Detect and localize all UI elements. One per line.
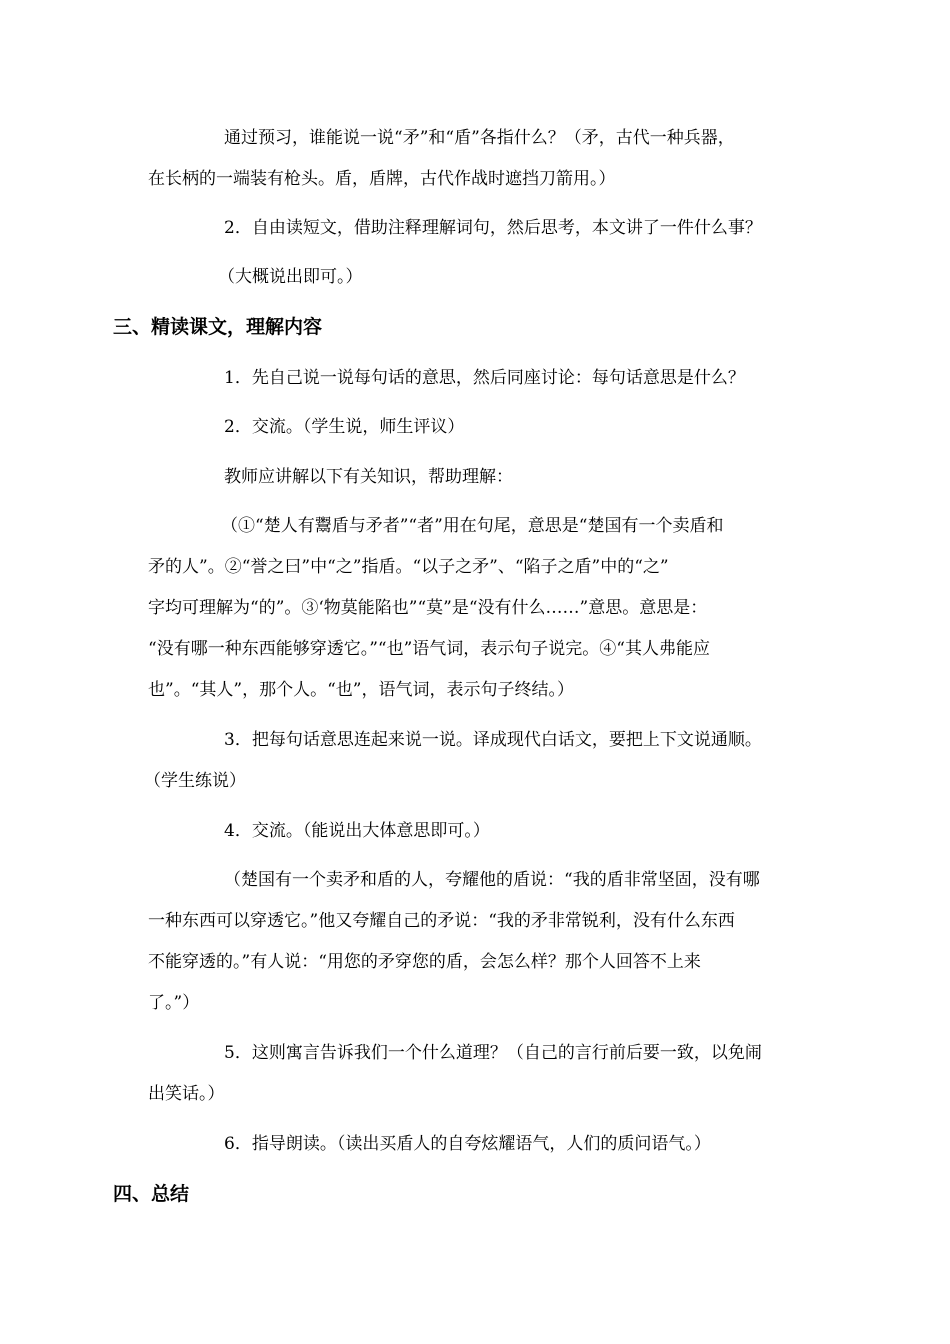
paragraph-line: 一种东西可以穿透它。”他又夸耀自己的矛说：“我的矛非常锐利，没有什么东西 bbox=[148, 911, 735, 931]
paragraph-line: 4．交流。（能说出大体意思即可。） bbox=[224, 821, 490, 841]
paragraph-line: 矛的人”。②“誉之曰”中“之”指盾。“以子之矛”、“陷子之盾”中的“之” bbox=[148, 557, 669, 577]
paragraph-line: 6．指导朗读。（读出买盾人的自夸炫耀语气，人们的质问语气。） bbox=[224, 1134, 711, 1154]
paragraph-line: 5．这则寓言告诉我们一个什么道理？（自己的言行前后要一致，以免闹 bbox=[224, 1043, 762, 1063]
paragraph-line: 也”。“其人”，那个人。“也”，语气词，表示句子终结。） bbox=[148, 680, 574, 700]
section-heading-4: 四、总结 bbox=[113, 1183, 190, 1205]
paragraph-line: 出笑话。） bbox=[148, 1084, 225, 1104]
paragraph-line: 字均可理解为“的”。③‘物莫能陷也”“莫”是“没有什么……”意思。意思是： bbox=[148, 598, 708, 618]
paragraph-line: 通过预习，谁能说一说“矛”和“盾”各指什么？（矛，古代一种兵器， bbox=[224, 128, 735, 148]
paragraph-line: “没有哪一种东西能够穿透它。”“也”语气词，表示句子说完。④“其人弗能应 bbox=[148, 639, 710, 659]
paragraph-line: 2．自由读短文，借助注释理解词句，然后思考，本文讲了一件什么事？ bbox=[224, 218, 762, 238]
paragraph-line: 2．交流。（学生说，师生评议） bbox=[224, 417, 465, 437]
paragraph-line: （楚国有一个卖矛和盾的人，夸耀他的盾说：“我的盾非常坚固，没有哪 bbox=[224, 870, 760, 890]
paragraph-line: （大概说出即可。） bbox=[218, 267, 363, 287]
paragraph-line: （①“楚人有鬻盾与矛者”“者”用在句尾，意思是“楚国有一个卖盾和 bbox=[221, 516, 724, 536]
section-heading-3: 三、精读课文，理解内容 bbox=[113, 316, 323, 338]
paragraph-line: 了。”） bbox=[148, 993, 200, 1013]
paragraph-line: 教师应讲解以下有关知识，帮助理解： bbox=[224, 467, 513, 487]
paragraph-line: （学生练说） bbox=[144, 771, 246, 791]
paragraph-line: 不能穿透的。”有人说：“用您的矛穿您的盾，会怎么样？那个人回答不上来 bbox=[148, 952, 701, 972]
paragraph-line: 在长柄的一端装有枪头。盾，盾牌，古代作战时遮挡刀箭用。） bbox=[148, 169, 616, 189]
paragraph-line: 1．先自己说一说每句话的意思，然后同座讨论：每句话意思是什么？ bbox=[224, 368, 745, 388]
paragraph-line: 3．把每句话意思连起来说一说。译成现代白话文，要把上下文说通顺。 bbox=[224, 730, 762, 750]
